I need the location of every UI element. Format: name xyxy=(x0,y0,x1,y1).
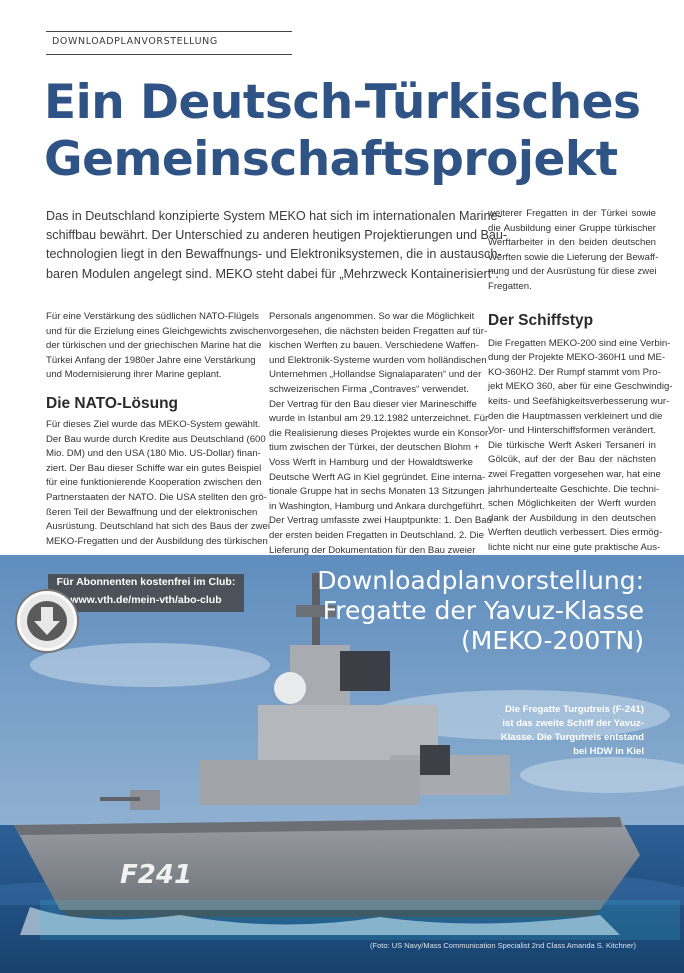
body-line: Personals angenommen. So war die Möglichkeit xyxy=(269,311,475,322)
body-line: Fregatten. xyxy=(488,280,532,292)
caption-line: Klasse. Die Turgutreis entstand xyxy=(500,732,644,743)
page-title xyxy=(44,74,664,188)
intro-paragraph xyxy=(46,207,508,284)
body-line: Werften sowie die Lieferung der Bewaff- xyxy=(488,251,659,263)
body-line: Der Vertrag für den Bau dieser vier Marineschiffe xyxy=(269,398,477,410)
photo-title xyxy=(317,566,644,656)
body-line: Werftarbeiter in den beiden deutschen xyxy=(488,237,656,249)
body-line: schen Möglichkeiten der Werft wurden xyxy=(488,498,656,510)
body-line: Türkei Anfang der 1980er Jahre eine Verstärkung xyxy=(46,354,256,366)
body-line: dank der Ausbildung in den deutschen xyxy=(488,512,656,524)
body-line: jekt MEKO 360, aber für eine Geschwindig- xyxy=(488,381,673,393)
kicker-rule-bottom xyxy=(46,54,292,55)
body-line: Werften deutlich verbessert. Dies ermög- xyxy=(488,527,663,539)
body-line: für eine funktionierende Kooperation zwischen den xyxy=(46,477,262,489)
body-line: der ersten beiden Fregatten in Deutschland. 2. Die xyxy=(269,529,484,541)
body-line: Für eine Verstärkung des südlichen NATO-Flügels xyxy=(46,311,259,322)
download-arrow-icon xyxy=(20,594,74,648)
body-line: und für die Erzielung eines Gleichgewichts zwischen xyxy=(46,325,269,337)
body-line: die Realisierung dieses Projektes wurde ein Konsor- xyxy=(269,427,492,439)
body-line: tium zwischen der Türkei, der deutschen Blohm + xyxy=(269,442,480,454)
intro-line: technologien liegt in den Bewaffnungs- und Elektroniksystemen, die in austausch- xyxy=(46,247,502,262)
body-line: den die Hauptmassen verkleinert und die xyxy=(488,410,663,422)
body-line: und Elektronik-Systeme wurden vom holländischen xyxy=(269,354,487,366)
body-line: vorgesehen, die nächsten beiden Fregatten auf tür- xyxy=(269,325,488,337)
section-kicker: DOWNLOADPLANVORSTELLUNG xyxy=(52,36,218,47)
text-column-1 xyxy=(46,310,270,549)
body-line: Ausrüstung. Deutschland hat sich des Baus der zwei xyxy=(46,521,270,533)
body-line: Unternehmen „Hollandse Signalaparaten“ und der xyxy=(269,369,482,381)
intro-line: schiffbau bewährt. Der Unterschied zu anderen heutigen Projektierungen und Bau- xyxy=(46,228,508,243)
body-line: ziert. Der Bau dieser Schiffe war ein gutes Beispiel xyxy=(46,462,262,474)
caption-line: ist das zweite Schiff der Yavuz- xyxy=(502,718,644,729)
body-line: schweizerischen Firma „Contraves“ verwendet. xyxy=(269,383,469,395)
body-line: lichte nicht nur eine gute praktische Aus- xyxy=(488,541,661,553)
title-line-2: Gemeinschaftsprojekt xyxy=(44,132,618,187)
promo-line-1: Für Abonnenten kostenfrei im Club: xyxy=(56,576,236,588)
body-line: Die Fregatten MEKO-200 sind eine Verbin- xyxy=(488,337,671,349)
body-line: Der Vertrag umfasste zwei Hauptpunkte: 1. Den Bau xyxy=(269,515,492,527)
intro-line: Das in Deutschland konzipierte System MEKO hat sich im internationalen Marine- xyxy=(46,209,502,223)
hull-number: F241 xyxy=(120,860,193,890)
intro-line: baren Modulen angelegt sind. MEKO steht dabei für „Mehrzweck Kontainerisiert“. xyxy=(46,266,499,281)
body-line: tionale Gruppe hat in sechs Monaten 13 Sitzungen xyxy=(269,486,485,498)
download-button[interactable] xyxy=(17,591,77,651)
body-line: Lieferung der Dokumentation für den Bau zweier xyxy=(269,544,476,556)
body-line: keits- und Seefähigkeitsverbesserung wur- xyxy=(488,395,670,407)
body-line: MEKO-Fregatten und der Ausbildung des türkischen xyxy=(46,535,268,547)
club-promo-banner[interactable] xyxy=(48,574,244,612)
body-line: Vor- und Hinterschiffsformen verändert. xyxy=(488,425,656,437)
body-line: ßeren Teil der Bewaffnung und der elektronischen xyxy=(46,506,258,518)
photo-credit: (Foto: US Navy/Mass Communication Specialist 2nd Class Amanda S. Kitchner) xyxy=(370,941,636,950)
kicker-rule-top xyxy=(46,31,292,32)
body-line: kischen Werften zu bauen. Verschiedene Waffen- xyxy=(269,340,479,352)
photo-title-line: Downloadplanvorstellung: xyxy=(317,566,644,595)
body-line: Der Bau wurde durch Kredite aus Deutschland (600 xyxy=(46,433,266,445)
body-line: jahrhundertealte Geschichte. Die techni- xyxy=(488,483,660,495)
body-line: Deutsche Werft AG in Kiel gegründet. Eine interna- xyxy=(269,471,486,483)
body-line: Die türkische Werft Askeri Tersaneri in xyxy=(488,439,656,451)
body-line: KO-360H2. Der Rumpf stammt vom Pro- xyxy=(488,366,661,378)
body-line: dung der Projekte MEKO-360H1 und ME- xyxy=(488,352,666,364)
body-line: weiterer Fregatten in der Türkei sowie xyxy=(488,208,656,219)
photo-title-line: (MEKO-200TN) xyxy=(461,626,644,655)
body-line: die Ausbildung einer Gruppe türkischer xyxy=(488,222,656,234)
body-line: zwei Fregatten vorgesehen war, hat eine xyxy=(488,468,661,480)
body-line: und Modernisierung ihrer Marine geplant. xyxy=(46,369,222,381)
caption-line: bei HDW in Kiel xyxy=(573,746,644,757)
text-column-2 xyxy=(269,310,492,558)
subhead-nato: Die NATO-Lösung xyxy=(46,394,179,412)
body-line: Partnerstaaten der NATO. Die USA stellten den grö- xyxy=(46,491,267,503)
body-line: in Washington, Hamburg und Ankara durchgeführt. xyxy=(269,500,485,512)
body-line: Gölcük, auf der der Bau der nächsten xyxy=(488,454,656,466)
body-line: Für dieses Ziel wurde das MEKO-System gewählt. xyxy=(46,418,261,430)
title-line-1: Ein Deutsch-Türkisches xyxy=(44,75,641,130)
text-column-3 xyxy=(488,207,673,555)
subhead-schiffstyp: Der Schiffstyp xyxy=(488,311,594,329)
body-line: nung und der Ausrüstung für diese zwei xyxy=(488,266,657,278)
body-line: wurde in Istanbul am 29.12.1982 unterzeichnet. Für xyxy=(269,413,489,425)
photo-title-line: Fregatte der Yavuz-Klasse xyxy=(322,596,644,625)
photo-caption xyxy=(474,703,644,759)
body-line: der türkischen und der griechischen Marine hat die xyxy=(46,340,262,352)
caption-line: Die Fregatte Turgutreis (F-241) xyxy=(505,704,644,715)
body-line: Mio. DM) und den USA (180 Mio. US-Dollar) finan- xyxy=(46,448,261,460)
promo-link[interactable]: www.vth.de/mein-vth/abo-club xyxy=(70,594,222,606)
body-line: Voss Werft in Hamburg und der Howaldtswerke xyxy=(269,456,473,468)
